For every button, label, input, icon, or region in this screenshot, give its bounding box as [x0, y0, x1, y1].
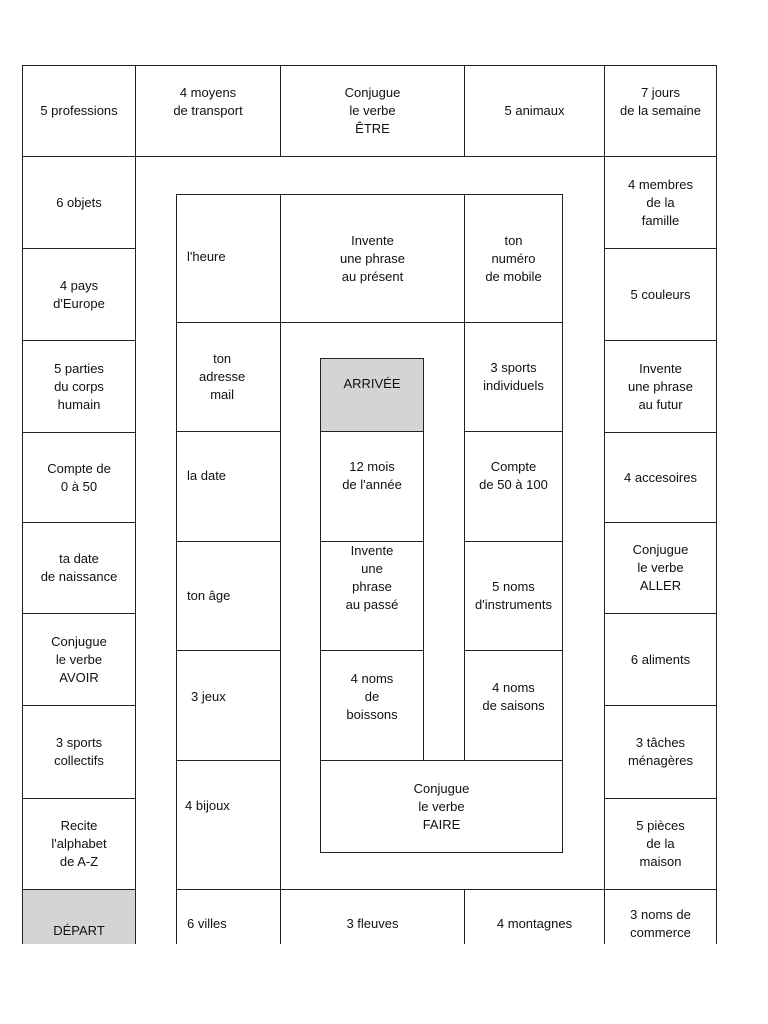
square-right-3[interactable]: Invente une phrase au futur — [604, 340, 717, 433]
start-square[interactable]: DÉPART — [22, 889, 136, 969]
square-right-7[interactable]: 3 tâches ménagères — [604, 705, 717, 799]
square-inner-top-3[interactable]: ton numéro de mobile — [464, 194, 563, 323]
square-top-2[interactable]: 4 moyens de transport — [135, 65, 281, 157]
square-left-2[interactable]: 4 pays d'Europe — [22, 248, 136, 341]
square-inner-left-3[interactable]: ton âge — [176, 541, 281, 651]
square-inner-right-1[interactable]: 3 sports individuels — [464, 322, 563, 432]
square-left-1[interactable]: 6 objets — [22, 156, 136, 249]
square-left-5[interactable]: ta date de naissance — [22, 522, 136, 614]
square-center-1[interactable]: 12 mois de l'année — [320, 431, 424, 542]
square-top-5[interactable]: 7 jours de la semaine — [604, 65, 717, 157]
finish-square[interactable]: ARRIVÉE — [320, 358, 424, 432]
square-top-4[interactable]: 5 animaux — [464, 65, 605, 157]
square-inner-left-4[interactable]: 3 jeux — [176, 650, 281, 761]
square-inner-left-1[interactable]: ton adresse mail — [176, 322, 281, 432]
square-right-4[interactable]: 4 accesoires — [604, 432, 717, 523]
square-left-4[interactable]: Compte de 0 à 50 — [22, 432, 136, 523]
square-inner-right-2[interactable]: Compte de 50 à 100 — [464, 431, 563, 542]
square-inner-right-3[interactable]: 5 noms d'instruments — [464, 541, 563, 651]
square-bottom-3[interactable]: 4 montagnes — [464, 889, 605, 969]
square-inner-bottom[interactable]: Conjugue le verbe FAIRE — [320, 760, 563, 853]
square-right-8[interactable]: 5 pièces de la maison — [604, 798, 717, 890]
square-bottom-1[interactable]: 6 villes — [176, 889, 281, 969]
square-right-6[interactable]: 6 aliments — [604, 613, 717, 706]
square-left-8[interactable]: Recite l'alphabet de A-Z — [22, 798, 136, 890]
square-inner-left-5[interactable]: 4 bijoux — [176, 760, 281, 890]
square-inner-top-1[interactable]: l'heure — [176, 194, 281, 323]
square-top-1[interactable]: 5 professions — [22, 65, 136, 157]
square-inner-right-4[interactable]: 4 noms de saisons — [464, 650, 563, 761]
square-inner-top-2[interactable]: Invente une phrase au présent — [280, 194, 465, 323]
square-right-5[interactable]: Conjugue le verbe ALLER — [604, 522, 717, 614]
square-top-3[interactable]: Conjugue le verbe ÊTRE — [280, 65, 465, 157]
square-center-3[interactable]: 4 noms de boissons — [320, 650, 424, 761]
square-bottom-2[interactable]: 3 fleuves — [280, 889, 465, 969]
square-left-3[interactable]: 5 parties du corps humain — [22, 340, 136, 433]
square-left-7[interactable]: 3 sports collectifs — [22, 705, 136, 799]
square-left-6[interactable]: Conjugue le verbe AVOIR — [22, 613, 136, 706]
square-right-1[interactable]: 4 membres de la famille — [604, 156, 717, 249]
page-bottom-margin — [0, 944, 768, 1024]
square-bottom-4[interactable]: 3 noms de commerce — [604, 889, 717, 969]
square-center-2[interactable]: Invente une phrase au passé — [320, 541, 424, 651]
square-inner-left-2[interactable]: la date — [176, 431, 281, 542]
square-right-2[interactable]: 5 couleurs — [604, 248, 717, 341]
